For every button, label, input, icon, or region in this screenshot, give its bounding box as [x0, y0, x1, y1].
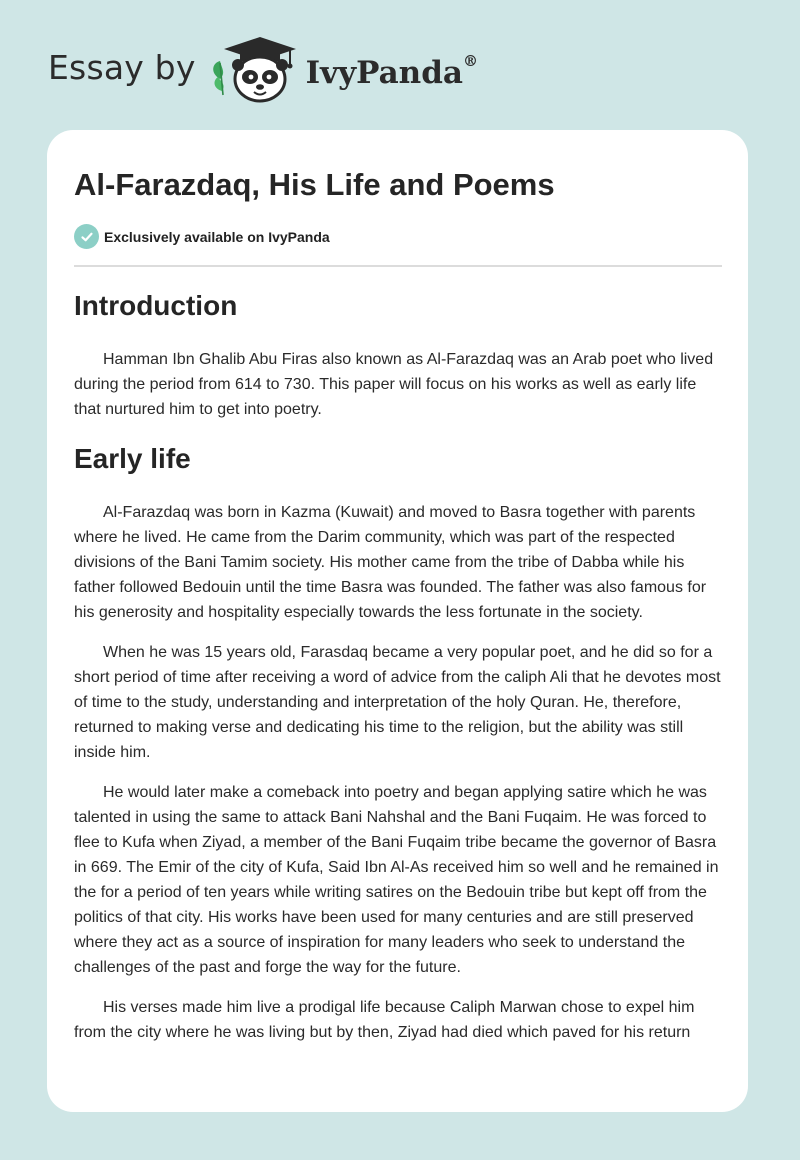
brand-name: IvyPanda® — [305, 51, 478, 91]
paragraph: He would later make a comeback into poetry and began applying satire which he was talented in using the same to attack Bani Nahshal and the Bani Fuqaim. He was forced to flee to Kufa when Ziyad, a member of the Bani Fuqaim tribe became the governor of Basra in 669. The Emir of the city of Kufa, Said Ibn Al-As received him so well and he remained in the for a period of ten years while writing satires on the Bedouin tribe but kept off from the politics of that city. His works have been used for many centuries and are still preserved where they act as a source of inspiration for many leaders who seek to understand the challenges of the past and forge the way for the future. — [74, 784, 719, 976]
exclusive-badge — [74, 224, 722, 267]
page-title: Al-Farazdaq, His Life and Poems — [74, 167, 555, 202]
section-heading-early-life: Early life — [74, 443, 191, 474]
site-header — [48, 36, 478, 106]
paragraph: Al-Farazdaq was born in Kazma (Kuwait) and moved to Basra together with parents where he lived. He came from the Darim community, which was part of the respected divisions of the Bani Tamim society. His mother came from the tribe of Dabba while his father followed Bedouin until the time Basra was founded. The father was also famous for his generosity and hospitality especially towards the less fortunate in the society. — [74, 504, 707, 621]
paragraph: His verses made him live a prodigal life because Caliph Marwan chose to expel him from the city where he was living but by then, Ziyad had died which paved for his return — [74, 999, 695, 1041]
essay-card — [47, 130, 748, 1112]
paragraph: Hamman Ibn Ghalib Abu Firas also known as Al-Farazdaq was an Arab poet who lived during the period from 614 to 730. This paper will focus on his works as well as early life that nurtured him to get into poetry. — [74, 351, 714, 418]
badge-text: Exclusively available on IvyPanda — [104, 228, 330, 245]
panda-graduate-icon — [206, 33, 302, 105]
section-heading-introduction: Introduction — [74, 290, 238, 321]
paragraph: When he was 15 years old, Farasdaq became a very popular poet, and he did so for a short period of time after receiving a word of advice from the caliph Ali that he devotes most of time to the study, understanding and interpretation of the holy Quran. He, therefore, returned to making verse and dedicating his time to the religion, but the ability was still inside him. — [74, 644, 721, 761]
essay-by-label: Essay by — [48, 47, 196, 87]
check-circle-icon — [74, 224, 99, 249]
